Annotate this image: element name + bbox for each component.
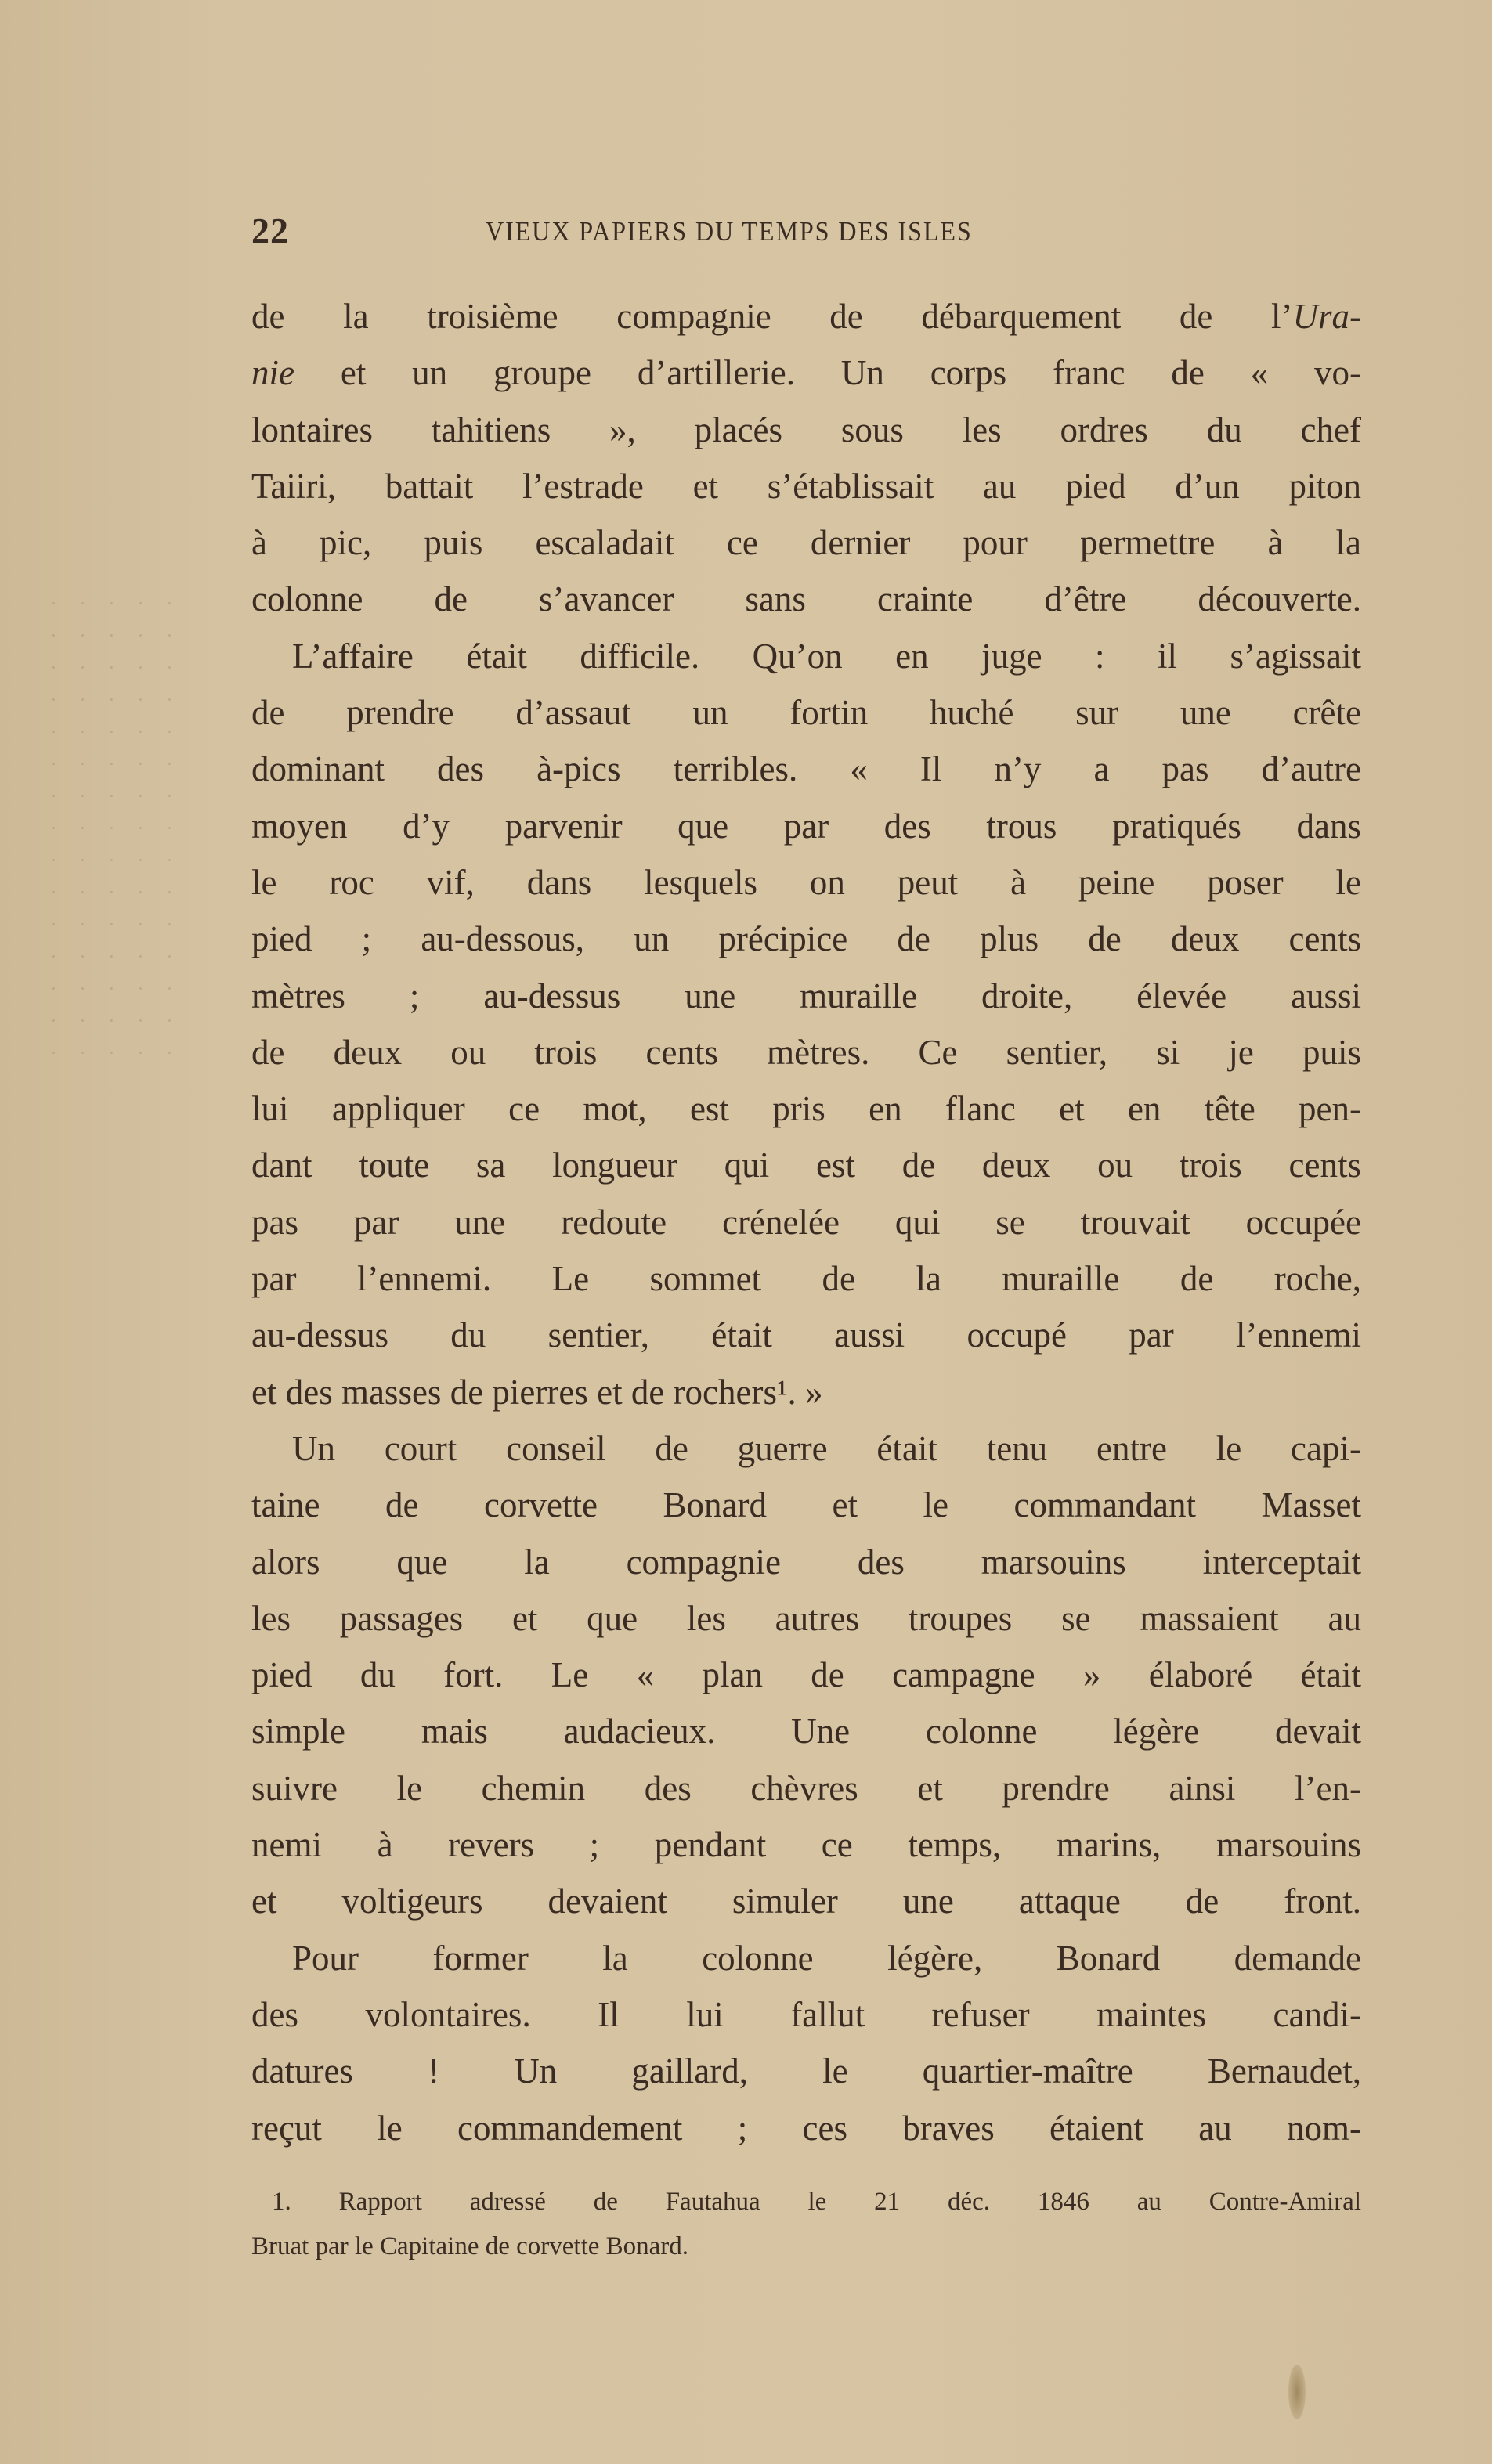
text-line xyxy=(251,2100,1361,2156)
line-text: simple mais audacieux. Une colonne légère devait xyxy=(251,1712,1361,1751)
line-text: de prendre d’assaut un fortin huché sur une crête xyxy=(251,693,1361,733)
text-line xyxy=(251,628,1361,684)
text-line xyxy=(251,1816,1361,1873)
text-line xyxy=(251,684,1361,741)
line-text: le roc vif, dans lesquels on peut à peine poser le xyxy=(251,862,1361,902)
text-line xyxy=(251,1590,1361,1647)
line-text: et des masses de pierres et de rochers¹. » xyxy=(251,1372,823,1412)
line-text: de la troisième compagnie de débarquement de l’ xyxy=(251,297,1293,336)
line-text: nemi à revers ; pendant ce temps, marins, marsouins xyxy=(251,1825,1361,1865)
italic-text: Ura- xyxy=(1292,297,1361,336)
text-line xyxy=(251,1986,1361,2043)
line-text: pied du fort. Le « plan de campagne » élaboré était xyxy=(251,1655,1361,1695)
line-text: suivre le chemin des chèvres et prendre ainsi l’en- xyxy=(251,1768,1361,1808)
line-text: mètres ; au-dessus une muraille droite, élevée aussi xyxy=(251,976,1361,1016)
line-text: dant toute sa longueur qui est de deux ou trois cents xyxy=(251,1145,1361,1185)
line-text: L’affaire était difficile. Qu’on en juge : il s’agissait xyxy=(292,636,1361,676)
footnote xyxy=(251,2180,1361,2269)
line-text: de deux ou trois cents mètres. Ce sentier, si je puis xyxy=(251,1032,1361,1072)
line-text: les passages et que les autres troupes se massaient au xyxy=(251,1598,1361,1638)
line-text: au-dessus du sentier, était aussi occupé par l’ennemi xyxy=(251,1315,1361,1355)
line-text: des volontaires. Il lui fallut refuser maintes candi- xyxy=(251,1994,1361,2034)
footnote-line xyxy=(251,2180,1361,2224)
line-text: à pic, puis escaladait ce dernier pour permettre à la xyxy=(251,523,1361,563)
line-text: pas par une redoute crénelée qui se trouvait occupée xyxy=(251,1202,1361,1242)
text-line xyxy=(251,514,1361,571)
text-line xyxy=(251,1703,1361,1759)
line-text: alors que la compagnie des marsouins interceptait xyxy=(251,1542,1361,1582)
body-text xyxy=(251,288,1361,2156)
text-line xyxy=(251,854,1361,911)
text-line xyxy=(251,741,1361,797)
line-text: datures ! Un gaillard, le quartier-maître Bernaudet, xyxy=(251,2051,1361,2091)
text-line xyxy=(251,1024,1361,1080)
line-text: Bruat par le Capitaine de corvette Bonard. xyxy=(251,2232,689,2260)
line-text: et un groupe d’artillerie. Un corps franc de « vo- xyxy=(294,353,1361,393)
paper-stain xyxy=(1288,2365,1306,2419)
line-text: dominant des à-pics terribles. « Il n’y a pas d’autre xyxy=(251,749,1361,789)
text-line xyxy=(251,1194,1361,1250)
line-text: 1. Rapport adressé de Fautahua le 21 déc. 1846 au Contre-Amiral xyxy=(272,2188,1361,2216)
text-line xyxy=(251,571,1361,627)
text-line xyxy=(251,1080,1361,1137)
text-line xyxy=(251,402,1361,458)
text-line xyxy=(251,288,1361,345)
text-line xyxy=(251,2043,1361,2099)
text-line xyxy=(251,1307,1361,1363)
margin-specks xyxy=(39,587,196,1073)
text-line xyxy=(251,1647,1361,1703)
line-text: moyen d’y parvenir que par des trous pratiqués dans xyxy=(251,806,1361,846)
text-line xyxy=(251,1477,1361,1533)
line-text: lontaires tahitiens », placés sous les ordres du chef xyxy=(251,409,1361,449)
line-text: taine de corvette Bonard et le commandant Masset xyxy=(251,1485,1361,1525)
text-line xyxy=(251,1420,1361,1477)
text-line xyxy=(251,1534,1361,1590)
line-text: colonne de s’avancer sans crainte d’être découverte. xyxy=(251,579,1361,619)
italic-text: nie xyxy=(251,353,294,393)
text-line xyxy=(251,345,1361,401)
text-line xyxy=(251,968,1361,1024)
line-text: Un court conseil de guerre était tenu entre le capi- xyxy=(292,1428,1361,1468)
text-line xyxy=(251,798,1361,854)
text-line xyxy=(251,1873,1361,1929)
line-text: lui appliquer ce mot, est pris en flanc et en tête pen- xyxy=(251,1089,1361,1129)
text-line xyxy=(251,911,1361,967)
line-text: Taiiri, battait l’estrade et s’établissait au pied d’un piton xyxy=(251,466,1361,506)
text-line xyxy=(251,1137,1361,1193)
text-line xyxy=(251,458,1361,514)
line-text: pied ; au-dessous, un précipice de plus de deux cents xyxy=(251,919,1361,959)
line-text: Pour former la colonne légère, Bonard demande xyxy=(292,1938,1361,1978)
line-text: et voltigeurs devaient simuler une attaque de front. xyxy=(251,1881,1361,1921)
text-line xyxy=(251,1364,1361,1420)
page-number: 22 xyxy=(251,211,289,251)
running-title: VIEUX PAPIERS DU TEMPS DES ISLES xyxy=(486,216,973,247)
footnote-line xyxy=(251,2224,1361,2269)
line-text: reçut le commandement ; ces braves étaient au nom- xyxy=(251,2108,1361,2148)
text-line xyxy=(251,1250,1361,1307)
line-text: par l’ennemi. Le sommet de la muraille de roche, xyxy=(251,1259,1361,1299)
text-line xyxy=(251,1930,1361,1986)
text-line xyxy=(251,1760,1361,1816)
